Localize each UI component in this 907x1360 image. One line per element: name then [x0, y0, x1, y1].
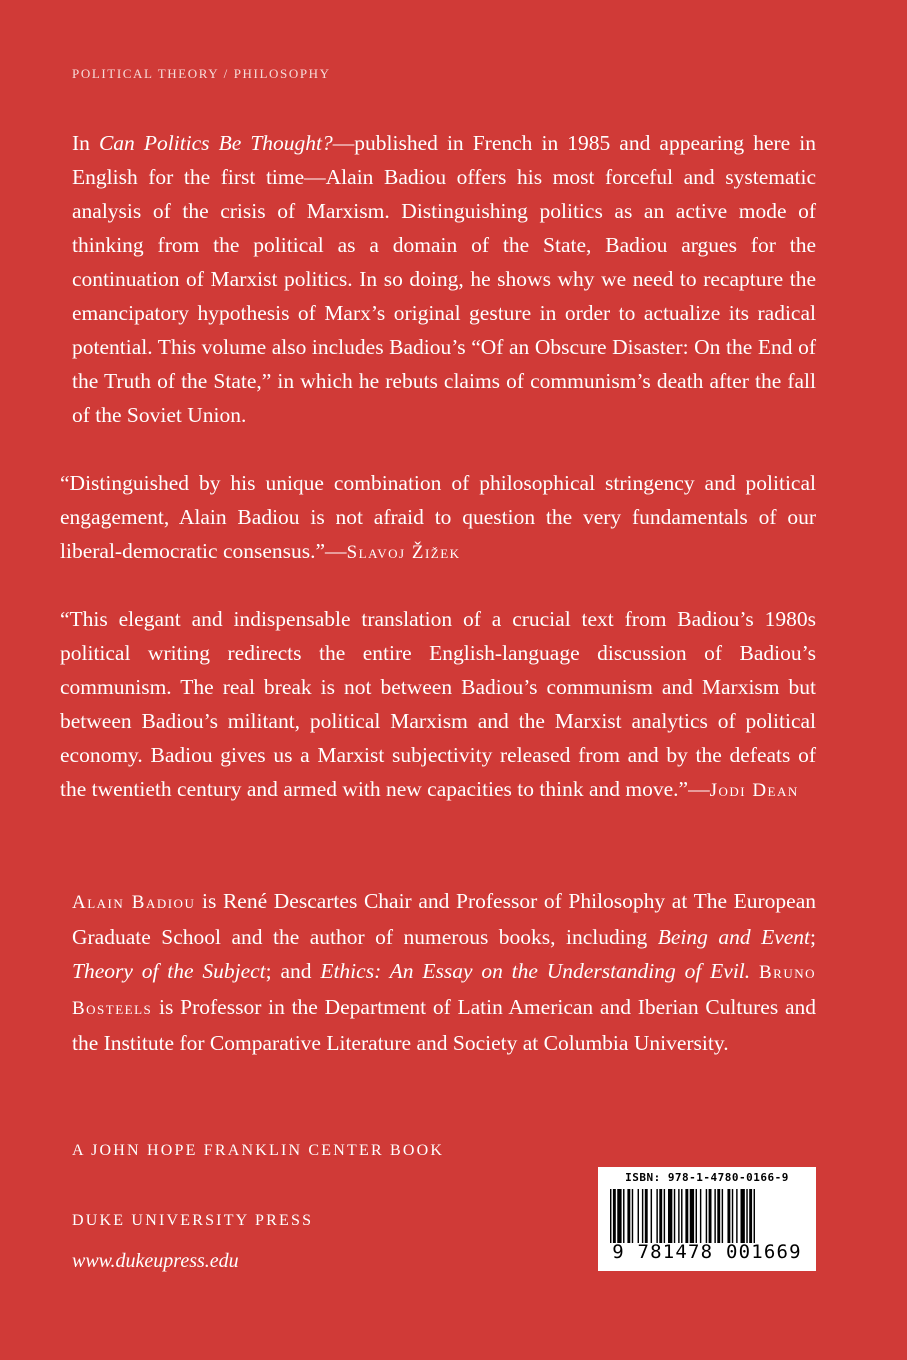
barcode-bars [606, 1189, 808, 1243]
category-label: POLITICAL THEORY / PHILOSOPHY [72, 66, 331, 81]
barcode-bar [617, 1189, 621, 1243]
barcode-bar [642, 1189, 643, 1243]
isbn-barcode [598, 1167, 816, 1271]
barcode-bar [709, 1189, 712, 1243]
barcode-bar [685, 1189, 688, 1243]
barcode-bar [645, 1189, 648, 1243]
blurb-zizek [60, 466, 816, 570]
barcode-bar [656, 1189, 657, 1243]
publisher-url[interactable]: www.dukeupress.edu [72, 1250, 239, 1272]
barcode-bar [681, 1189, 682, 1243]
barcode-bar [627, 1189, 630, 1243]
barcode-bar [690, 1189, 694, 1243]
description-paragraph [72, 126, 816, 432]
barcode-bar [727, 1189, 730, 1243]
translator-bio-text: is Professor in the Department of Latin American and Iberian Cultures and the Institute for Comparative Literature and Society at Columbia University. [72, 995, 816, 1055]
blurb-dean [60, 602, 816, 808]
separator: ; and [265, 959, 321, 983]
book-title: Being and Event [657, 925, 811, 949]
barcode-bar [706, 1189, 707, 1243]
barcode-bar [754, 1189, 755, 1243]
barcode-bar [638, 1189, 639, 1243]
barcode-bar [678, 1189, 679, 1243]
author-name: Alain Badiou [72, 892, 196, 913]
barcode-bar [664, 1189, 665, 1243]
blurb-author: Slavoj Žižek [346, 542, 461, 563]
barcode-bar [696, 1189, 697, 1243]
blurb-text: “Distinguished by his unique combination of philosophical stringency and political engagement, Alain Badiou is not afraid to question the very fundamentals of our liberal-democratic consensus.”— [60, 471, 816, 563]
barcode-bar [732, 1189, 733, 1243]
barcode-bar [714, 1189, 715, 1243]
translator-name: Bruno Bosteels [72, 962, 816, 1019]
separator: ; [810, 925, 817, 949]
author-bio-text: is René Descartes Chair and Professor of Philosophy at The European Graduate School and the author of numerous books, including [72, 889, 817, 949]
barcode-bar [722, 1189, 723, 1243]
barcode-bar [741, 1189, 745, 1243]
author-bio [72, 884, 816, 1060]
barcode-digits: 9 781478 001669 [612, 1241, 802, 1263]
series-label: A JOHN HOPE FRANKLIN CENTER BOOK [72, 1142, 445, 1159]
blurb-paragraph [60, 602, 816, 808]
book-title: Can Politics Be Thought? [98, 131, 333, 155]
barcode-bar [668, 1189, 672, 1243]
description-lead: In [72, 131, 99, 155]
barcode-bar [651, 1189, 652, 1243]
barcode-bar [632, 1189, 633, 1243]
blurb-author: Jodi Dean [709, 780, 799, 801]
book-title: Ethics: An Essay on the Understanding of Evil. [320, 959, 751, 983]
description-text: —published in French in 1985 and appearing here in English for the first time—Alain Badiou offers his most forceful and systematic analysis of the crisis of Marxism. Distinguishing politics as an active mode of thinking from the political as a domain of the State, Badiou argues for the continuation of Marxist politics. In so doing, he shows why we need to recapture the emancipatory hypothesis of Marx’s original gesture in order to actualize its radical potential. This volume also includes Badiou’s “Of an Obscure Disaster: On the End of the Truth of the State,” in which he rebuts claims of communism’s death after the fall of the Soviet Union. [72, 131, 816, 427]
bio-paragraph [72, 884, 816, 1060]
blurb-paragraph [60, 466, 816, 570]
barcode-bar [717, 1189, 720, 1243]
barcode-bar [613, 1189, 616, 1243]
blurb-text: “This elegant and indispensable translation of a crucial text from Badiou’s 1980s political writing redirects the entire English-language discussion of Badiou’s communism. The real break is not between Badiou’s communism and Marxism but between Badiou’s militant, political Marxism and the Marxist analytics of political economy. Badiou gives us a Marxist subjectivity released from and by the defeats of the twentieth century and armed with new capacities to think and move.”— [60, 607, 816, 801]
barcode-bar [674, 1189, 675, 1243]
barcode-bar [749, 1189, 752, 1243]
publisher-name: DUKE UNIVERSITY PRESS [72, 1212, 314, 1229]
description [72, 126, 816, 432]
book-title: Theory of the Subject [72, 959, 266, 983]
barcode-bar [610, 1189, 611, 1243]
barcode-bar [746, 1189, 747, 1243]
isbn-label: ISBN: 978-1-4780-0166-9 [625, 1171, 789, 1184]
barcode-bar [623, 1189, 624, 1243]
barcode-bar [700, 1189, 701, 1243]
barcode-bar [736, 1189, 737, 1243]
barcode-bar [659, 1189, 662, 1243]
